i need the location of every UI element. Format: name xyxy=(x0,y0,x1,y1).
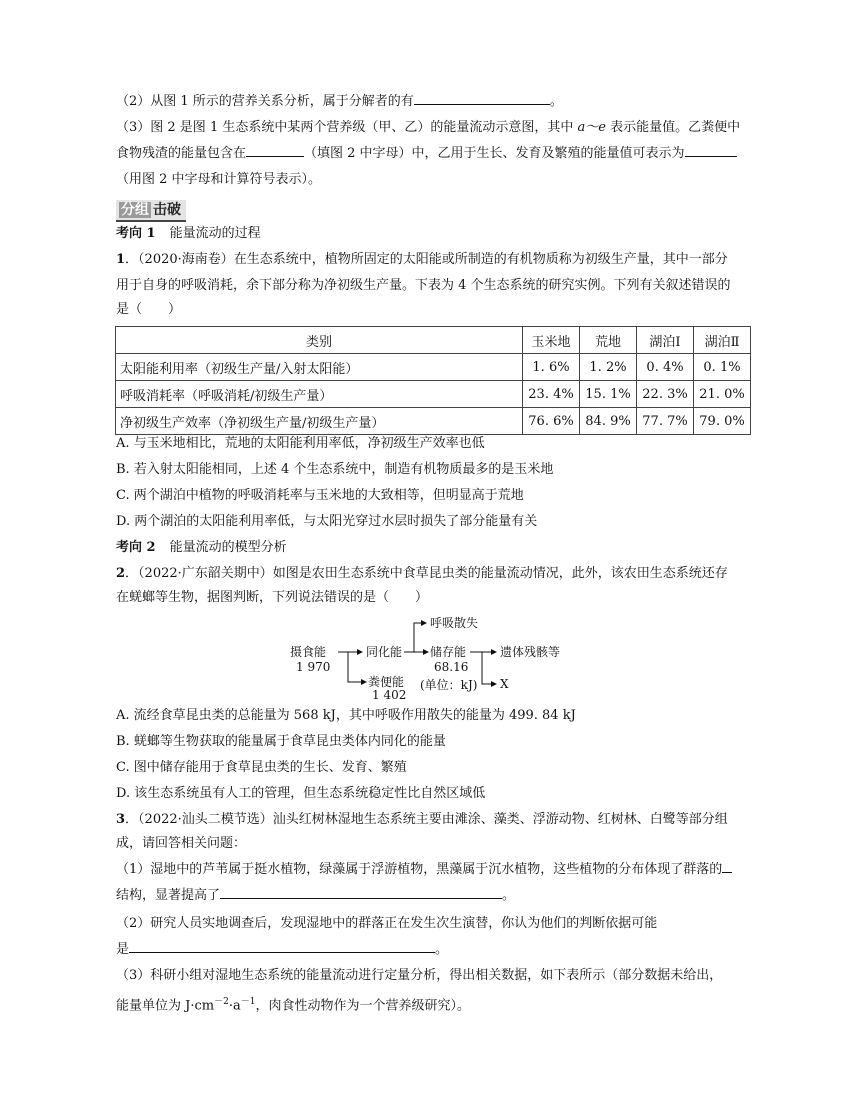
q2b-number: 2 xyxy=(116,566,126,581)
q3-text: （填图 2 中字母）中，乙用于生长、发育及繁殖的能量值可表示为 xyxy=(304,146,685,161)
intake-value: 1 970 xyxy=(296,660,331,674)
q1-number: 1 xyxy=(116,252,126,267)
q2-option-c[interactable]: C. 图中储存能用于食草昆虫类的生长、发育、繁殖 xyxy=(116,760,407,775)
q3-text: （3）图 2 是图 1 生态系统中某两个营养级（甲、乙）的能量流动示意图，其中 xyxy=(116,120,578,135)
table-cell: 15. 1% xyxy=(580,381,637,408)
q3-line1 xyxy=(116,118,740,138)
q2-option-a[interactable]: A. 流经食草昆虫类的总能量为 568 kJ，其中呼吸作用散失的能量为 499. 84 kJ xyxy=(116,708,576,723)
q2b-line2: 在蜣螂等生物，据图判断，下列说法错误的是（ ） xyxy=(116,590,429,605)
q3b-number: 3 xyxy=(116,812,126,827)
table-cell: 21. 0% xyxy=(694,381,751,408)
topic1-title: 能量流动的过程 xyxy=(169,226,261,241)
q3-line2 xyxy=(116,144,737,164)
q3b-text: ．（2022·汕头二模节选）汕头红树林湿地生态系统主要由滩涂、藻类、浮游动物、红树林、白鹭等部分组 xyxy=(125,812,728,827)
table-cell: 77. 7% xyxy=(637,408,694,435)
q3b-line1 xyxy=(116,810,728,830)
intake-label: 摄食能 xyxy=(290,645,327,659)
topic1-label: 考向 1 xyxy=(116,226,156,241)
answer-blank[interactable] xyxy=(685,144,737,157)
q1-option-c[interactable]: C. 两个湖泊中植物的呼吸消耗率与玉米地的大致相等，但明显高于荒地 xyxy=(116,488,524,503)
q3b-sub3-text: ·a xyxy=(228,998,241,1014)
data-table xyxy=(115,326,751,435)
table-cell: 1. 6% xyxy=(523,354,580,381)
storage-label: 储存能 xyxy=(430,645,467,659)
feces-label: 粪便能 xyxy=(368,675,405,689)
feces-value: 1 402 xyxy=(372,688,407,702)
topic2-label: 考向 2 xyxy=(116,540,156,555)
badge-part2: 击破 xyxy=(153,202,181,218)
q3b-sub1-end: 。 xyxy=(502,888,516,903)
q3b-sub2-end: 。 xyxy=(435,942,449,957)
table-cell: 22. 3% xyxy=(637,381,694,408)
superscript: －2 xyxy=(214,997,229,1007)
answer-blank[interactable] xyxy=(414,92,550,105)
q3-text: 表示能量值。乙粪便中 xyxy=(605,120,741,135)
q1-option-d[interactable]: D. 两个湖泊的太阳能利用率低，与太阳光穿过水层时损失了部分能量有关 xyxy=(116,514,538,529)
table-cell: 0. 1% xyxy=(694,354,751,381)
q3b-sub1-line1 xyxy=(116,860,732,880)
table-cell: 呼吸消耗率（呼吸消耗/初级生产量） xyxy=(116,381,523,408)
q3b-sub2-line1: （2）研究人员实地调查后，发现湿地中的群落正在发生次生演替，你认为他们的判断依据可能 xyxy=(116,916,658,931)
answer-blank[interactable] xyxy=(220,886,502,899)
assim-label: 同化能 xyxy=(366,645,403,659)
topic1-heading xyxy=(116,224,261,244)
q2-option-b[interactable]: B. 蜣螂等生物获取的能量属于食草昆虫类体内同化的能量 xyxy=(116,734,446,749)
q2b-line1 xyxy=(116,564,728,584)
q2-end: 。 xyxy=(549,94,563,109)
table-header: 荒地 xyxy=(580,327,637,354)
q2-option-d[interactable]: D. 该生态系统虽有人工的管理，但生态系统稳定性比自然区域低 xyxy=(116,786,486,801)
table-header: 类别 xyxy=(116,327,523,354)
badge-part1: 分组 xyxy=(121,202,149,218)
q1-line1 xyxy=(116,250,728,270)
unit-label: (单位：kJ) xyxy=(420,678,478,692)
q2b-text: ．（2022·广东韶关期中）如图是农田生态系统中食草昆虫类的能量流动情况，此外，该农田生态系统还存 xyxy=(125,566,728,581)
q3b-sub3-line1: （3）科研小组对湿地生态系统的能量流动进行定量分析，得出相关数据，如下表所示（部分数据未给出， xyxy=(116,968,723,983)
table-cell: 净初级生产效率（净初级生产量/初级生产量） xyxy=(116,408,523,435)
answer-blank[interactable] xyxy=(722,860,732,873)
q3b-sub1-text: 结构，显著提高了 xyxy=(116,888,221,903)
q3-variable: a～e xyxy=(577,120,606,135)
topic2-heading xyxy=(116,538,287,558)
energy-flow-diagram xyxy=(290,610,580,700)
q2-line xyxy=(116,92,563,112)
q3b-sub2-line2 xyxy=(116,940,448,960)
table-cell: 84. 9% xyxy=(580,408,637,435)
table-cell: 76. 6% xyxy=(523,408,580,435)
table-cell: 太阳能利用率（初级生产量/入射太阳能） xyxy=(116,354,523,381)
q1-option-a[interactable]: A. 与玉米地相比，荒地的太阳能利用率低，净初级生产效率也低 xyxy=(116,436,485,451)
table-header: 玉米地 xyxy=(523,327,580,354)
q3b-sub1-text: （1）湿地中的芦苇属于挺水植物，绿藻属于浮游植物，黑藻属于沉水植物，这些植物的分布体现了群落的 xyxy=(116,862,723,877)
section-badge xyxy=(116,200,186,222)
superscript: －1 xyxy=(240,997,256,1007)
table-cell: 79. 0% xyxy=(694,408,751,435)
storage-value: 68.16 xyxy=(434,660,469,674)
arrow-storage-to-x xyxy=(482,652,496,684)
q3-line3: （用图 2 中字母和计算符号表示）。 xyxy=(116,172,322,187)
table-header: 湖泊Ⅰ xyxy=(637,327,694,354)
table-cell: 23. 4% xyxy=(523,381,580,408)
q3b-sub3-text: 能量单位为 J·cm xyxy=(116,998,215,1014)
arrow-assim-to-resp xyxy=(414,623,426,652)
q3b-sub1-line2 xyxy=(116,886,515,906)
x-label: X xyxy=(500,677,509,691)
table-row xyxy=(116,381,751,408)
answer-blank[interactable] xyxy=(129,940,435,953)
q1-option-b[interactable]: B. 若入射太阳能相同，上述 4 个生态系统中，制造有机物质最多的是玉米地 xyxy=(116,462,554,477)
table-cell: 1. 2% xyxy=(580,354,637,381)
q3b-line2: 成，请回答相关问题： xyxy=(116,836,247,851)
table-row xyxy=(116,354,751,381)
q3-text: 食物残渣的能量包含在 xyxy=(116,146,247,161)
answer-blank[interactable] xyxy=(246,144,304,157)
resp-label: 呼吸散失 xyxy=(430,616,479,630)
remains-label: 遗体残骸等 xyxy=(500,645,561,659)
q1-text: ．（2020·海南卷）在生态系统中，植物所固定的太阳能或所制造的有机物质称为初级生产量，其中一部分 xyxy=(125,252,728,267)
table-header-row xyxy=(116,327,751,354)
q3b-sub3-line2 xyxy=(116,992,470,1016)
table-header: 湖泊Ⅱ xyxy=(694,327,751,354)
topic2-title: 能量流动的模型分析 xyxy=(169,540,287,555)
table-cell: 0. 4% xyxy=(637,354,694,381)
arrow-intake-to-feces xyxy=(348,652,366,682)
table-row xyxy=(116,408,751,435)
q1-line3: 是（ ） xyxy=(116,302,182,317)
q3b-sub3-text: ，肉食性动物作为一个营养级研究）。 xyxy=(255,998,470,1014)
q3b-sub2-text: 是 xyxy=(116,942,130,957)
q1-line2: 用于自身的呼吸消耗，余下部分称为净初级生产量。下表为 4 个生态系统的研究实例。下列有关叙述错误的 xyxy=(116,278,731,293)
q2-text: （2）从图 1 所示的营养关系分析，属于分解者的有 xyxy=(116,94,414,109)
